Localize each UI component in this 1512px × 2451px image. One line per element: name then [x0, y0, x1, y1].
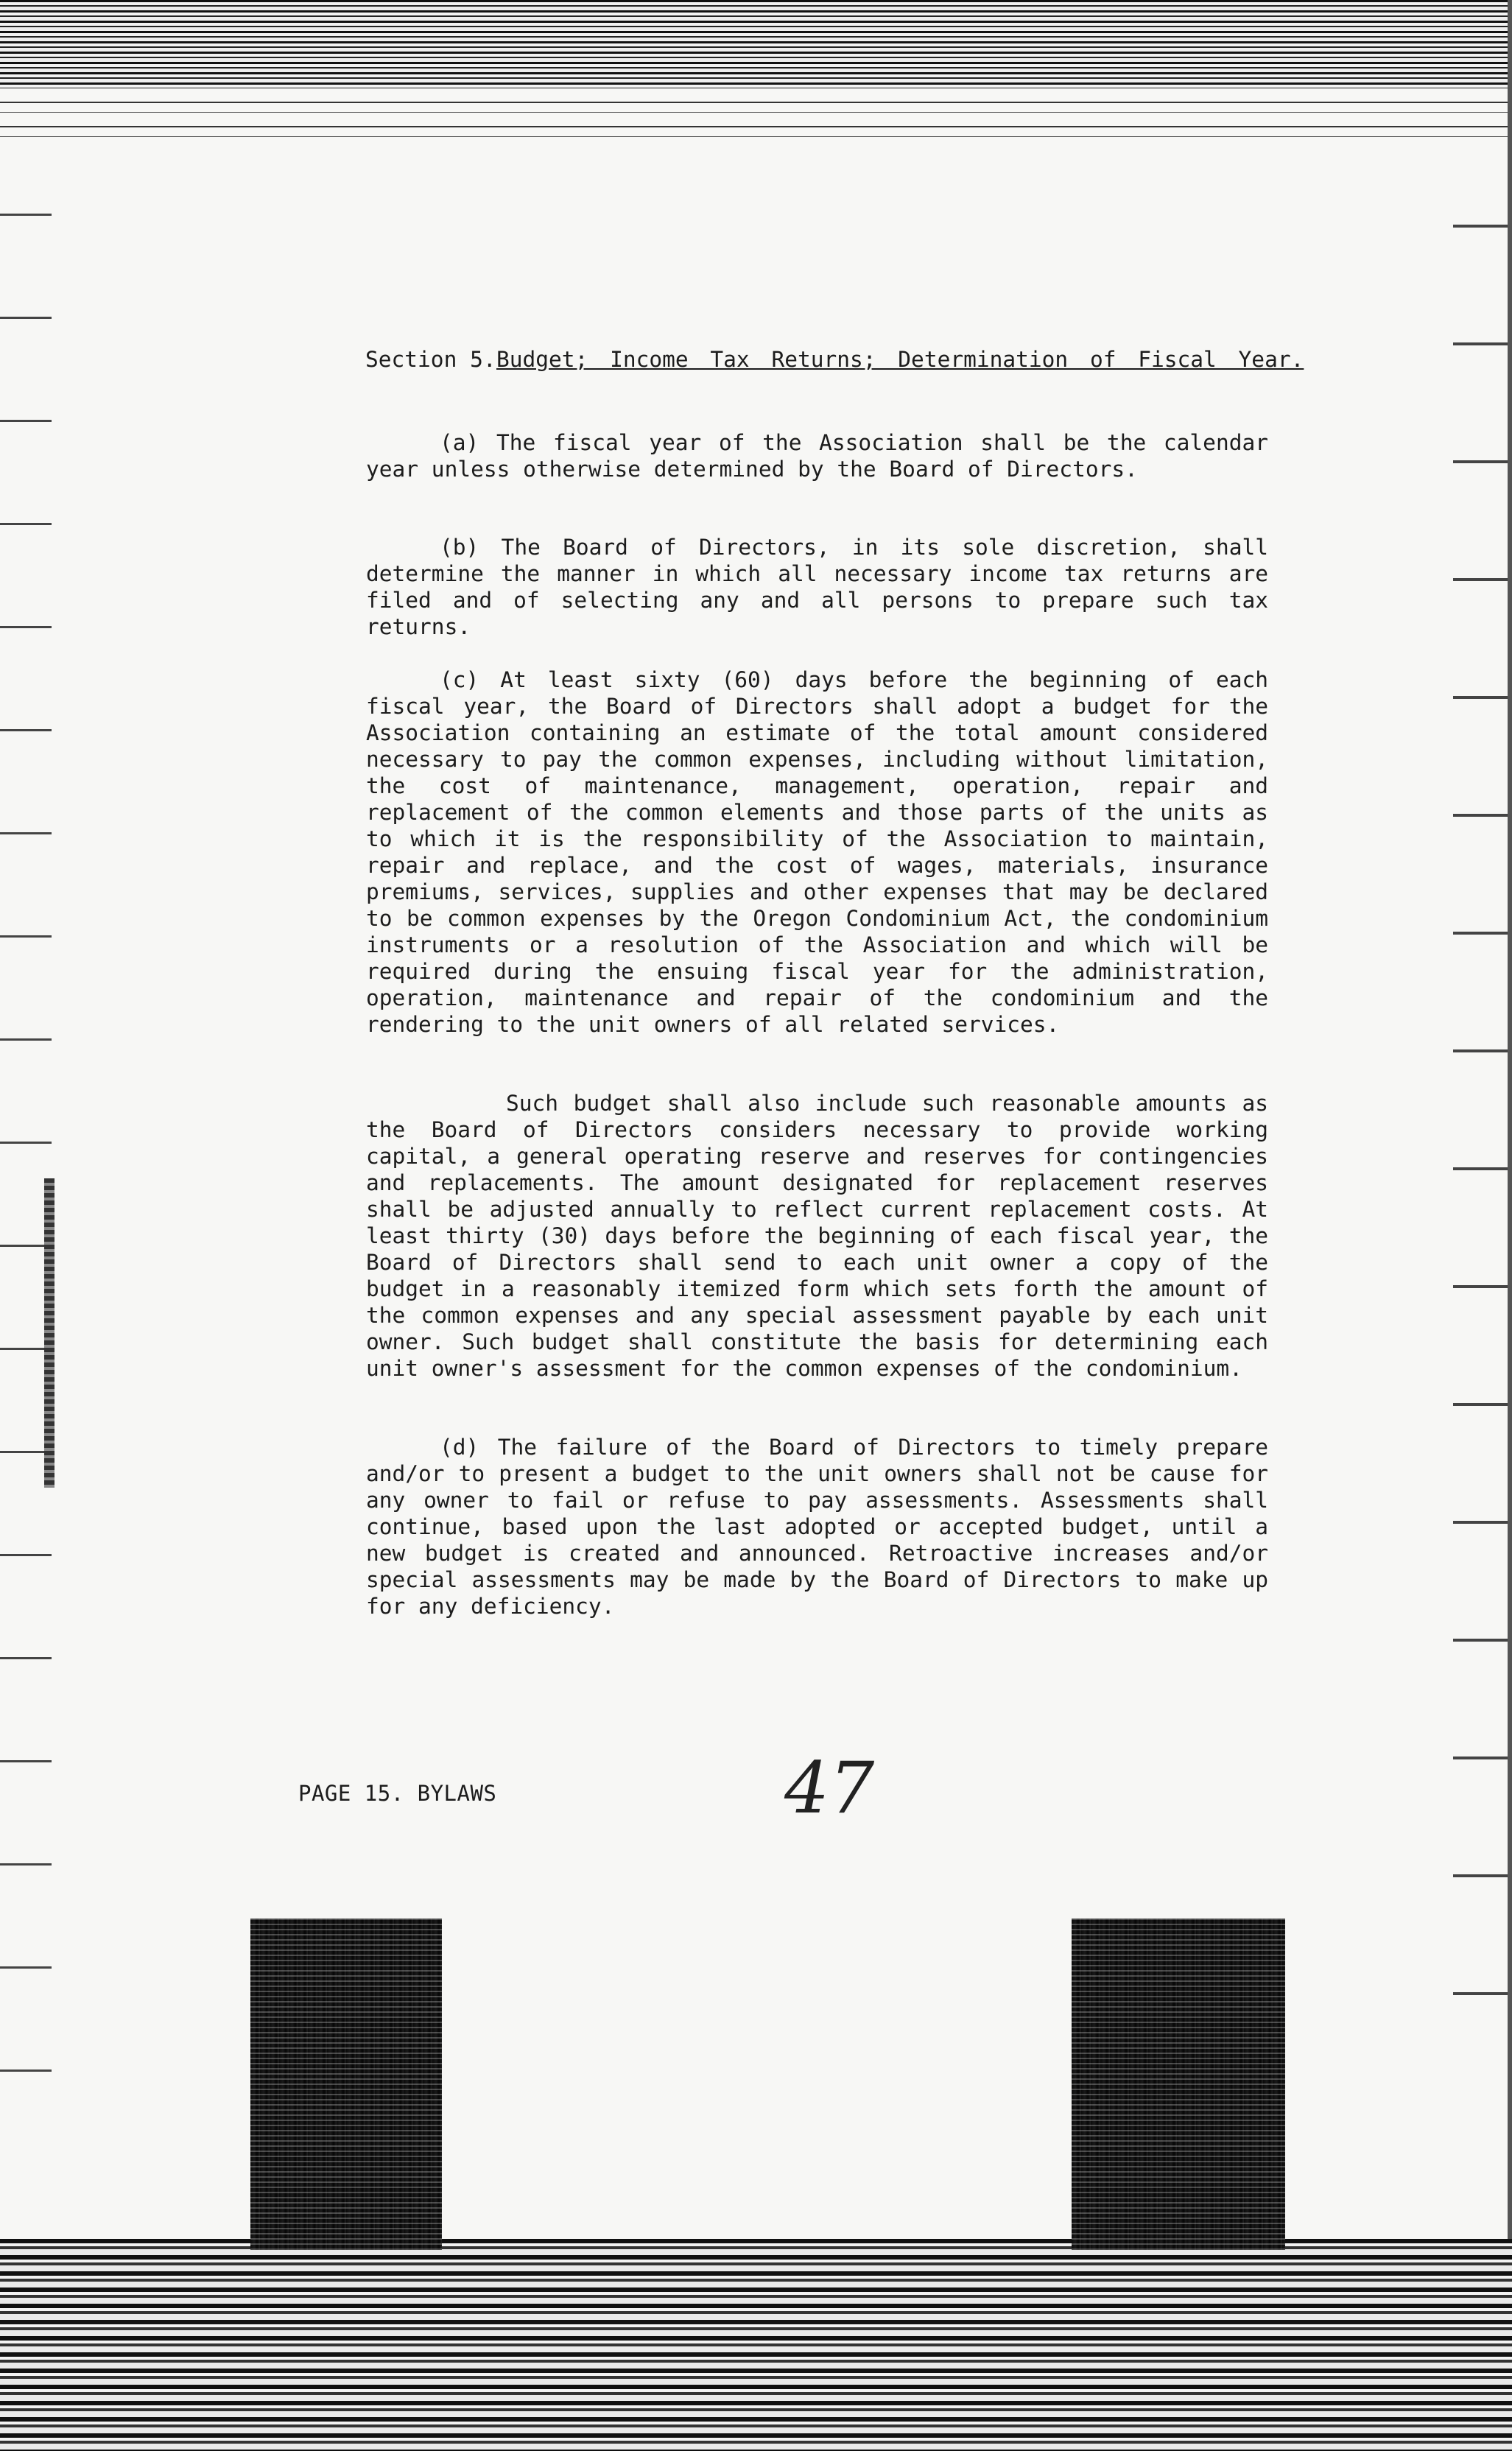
paragraph-budget-reserves: Such budget shall also include such reasonable amounts as the Board of Directors considers necessary to provide working capital, a general operating reserve and reserves for contingencies and replacements. The amount designated for replacement reserves shall be adjusted annually to reflect current replacement costs. At least thirty (30) days before the beginning of each fiscal year, the Board of Directors shall send to each unit owner a copy of the budget in a reasonably itemized form which sets forth the amount of the common expenses and any special assessment payable by each unit owner. Such budget shall constitute the basis for determining each unit owner's assessment for the common expenses of the condominium.	[366, 1091, 1268, 1381]
left-binding-strip	[44, 1178, 54, 1488]
scan-noise-block-right	[1072, 1919, 1285, 2250]
section-title: Budget; Income Tax Returns; Determination of Fiscal Year.	[496, 347, 1304, 372]
left-margin-marks	[0, 169, 52, 2084]
section-label: Section 5.	[365, 347, 496, 372]
paragraph-b: (b) The Board of Directors, in its sole discretion, shall determine the manner in which all necessary income tax returns are filed and of selecting any and all persons to prepare such tax returns.	[366, 535, 1268, 639]
section-heading	[295, 346, 1348, 373]
paragraph-d: (d) The failure of the Board of Directors to timely prepare and/or to present a budget to the unit owners shall not be cause for any owner to fail or refuse to pay assessments. Assessments shall continue, based upon the last adopted or accepted budget, until a new budget is created and announced. Retroactive increases and/or special assessments may be made by the Board of Directors to make up for any deficiency.	[366, 1435, 1268, 1619]
footer-label: PAGE 15. BYLAWS	[298, 1781, 497, 1806]
scan-noise-top-lines	[0, 88, 1512, 140]
paragraph-c: (c) At least sixty (60) days before the beginning of each fiscal year, the Board of Directors shall adopt a budget for the Association containing an estimate of the total amount considered necessary to pay the common expenses, including without limitation, the cost of maintenance, management, operation, repair and replacement of the common elements and those parts of the units as to which it is the responsibility of the Association to maintain, repair and replace, and the cost of wages, materials, insurance premiums, services, supplies and other expenses that may be declared to be common expenses by the Oregon Condominium Act, the condominium instruments or a resolution of the Association and which will be required during the ensuing fiscal year for the administration, operation, maintenance and repair of the condominium and the rendering to the unit owners of all related services.	[366, 667, 1268, 1037]
scan-noise-bottom	[0, 2239, 1512, 2451]
handwritten-page-number: 47	[784, 1747, 875, 1829]
paragraph-a: (a) The fiscal year of the Association shall be the calendar year unless otherwise determined by the Board of Directors.	[366, 430, 1268, 482]
scan-noise-top	[0, 0, 1512, 88]
right-margin-marks	[1453, 169, 1512, 2084]
scan-noise-block-left	[250, 1919, 442, 2250]
right-page-edge	[1508, 0, 1512, 2451]
